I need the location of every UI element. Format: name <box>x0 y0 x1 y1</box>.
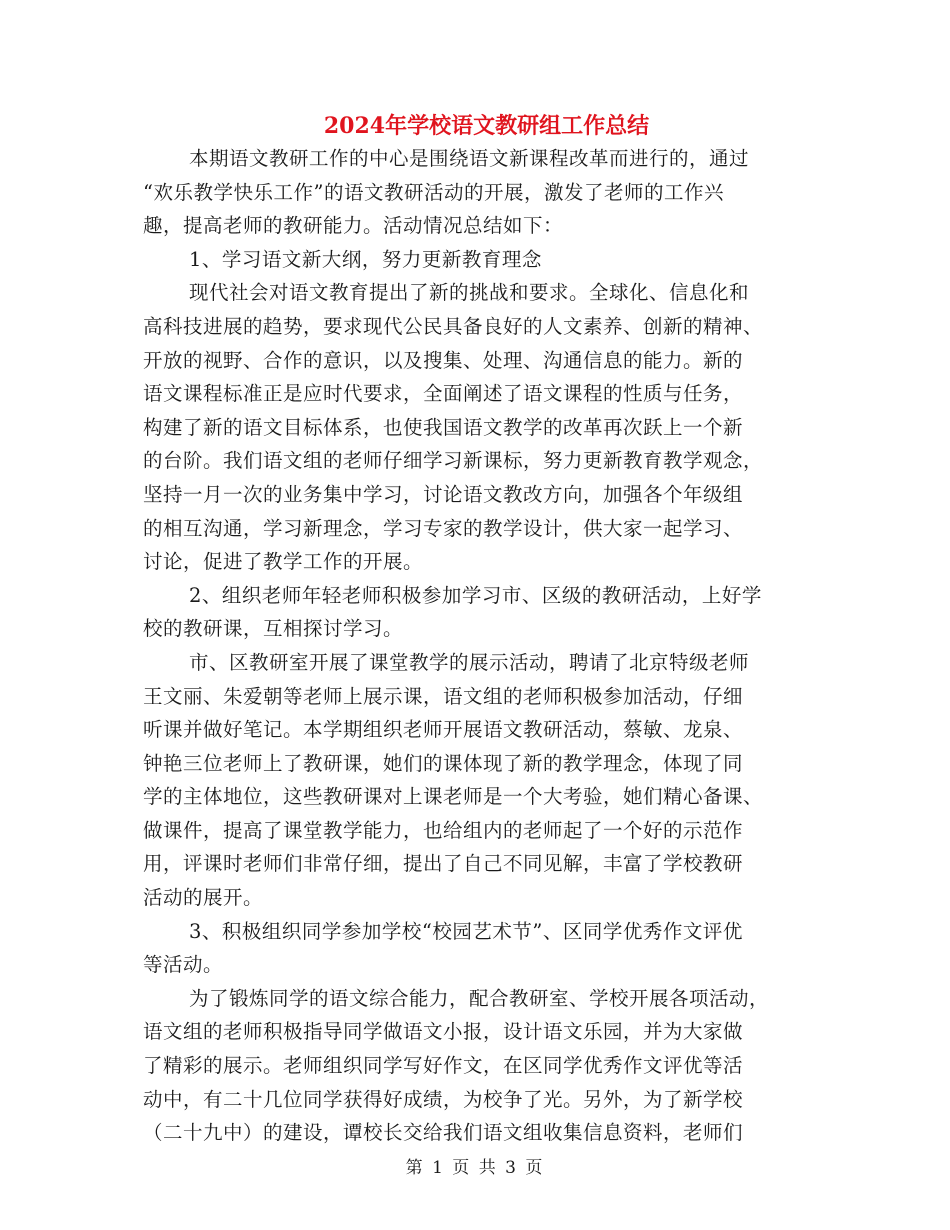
text-line: 王文丽、朱爱朝等老师上展示课，语文组的老师积极参加活动，仔细 <box>143 684 744 708</box>
text-line: 趣，提高老师的教研能力。活动情况总结如下： <box>143 214 564 238</box>
text-line: 市、区教研室开展了课堂教学的展示活动，聘请了北京特级老师 <box>189 650 750 674</box>
text-line: 学的主体地位，这些教研课对上课老师是一个大考验，她们精心备课、 <box>143 785 764 809</box>
text-line: 讨论，促进了教学工作的开展。 <box>143 550 424 574</box>
text-line: 钟艳三位老师上了教研课，她们的课体现了新的教学理念，体现了同 <box>143 751 744 775</box>
text-line: 高科技进展的趋势，要求现代公民具备良好的人文素养、创新的精神、 <box>143 314 764 338</box>
text-line: 的相互沟通，学习新理念，学习专家的教学设计，供大家一起学习、 <box>143 516 744 540</box>
text-line: （二十九中）的建设，谭校长交给我们语文组收集信息资料，老师们 <box>143 1121 744 1145</box>
document-body <box>143 142 810 1150</box>
text-line: 开放的视野、合作的意识，以及搜集、处理、沟通信息的能力。新的 <box>143 348 744 372</box>
text-line: 做课件，提高了课堂教学能力，也给组内的老师起了一个好的示范作 <box>143 818 744 842</box>
text-line: 现代社会对语文教育提出了新的挑战和要求。全球化、信息化和 <box>189 281 750 305</box>
text-line: 了精彩的展示。老师组织同学写好作文，在区同学优秀作文评优等活 <box>143 1054 744 1078</box>
text-line: 语文组的老师积极指导同学做语文小报，设计语文乐园，并为大家做 <box>143 1020 744 1044</box>
document-title: 2024年学校语文教研组工作总结 <box>323 113 650 139</box>
text-line: “欢乐教学快乐工作”的语文教研活动的开展，激发了老师的工作兴 <box>143 180 724 204</box>
text-line: 语文课程标准正是应时代要求，全面阐述了语文课程的性质与任务， <box>143 382 744 406</box>
section-heading-2: 2、组织老师年轻老师积极参加学习市、区级的教研活动，上好学 <box>189 583 762 607</box>
section-heading-3: 3、积极组织同学参加学校“校园艺术节”、区同学优秀作文评优 <box>189 919 743 943</box>
text-line: 等活动。 <box>143 953 224 977</box>
text-line: 动中，有二十几位同学获得好成绩，为校争了光。另外，为了新学校 <box>143 1087 744 1111</box>
text-line: 校的教研课，互相探讨学习。 <box>143 617 404 641</box>
text-line: 用，评课时老师们非常仔细，提出了自己不同见解，丰富了学校教研 <box>143 852 744 876</box>
document-page <box>143 110 810 1150</box>
text-line: 活动的展开。 <box>143 886 264 910</box>
page-number-footer: 第 1 页 共 3 页 <box>405 1158 545 1178</box>
text-line: 坚持一月一次的业务集中学习，讨论语文教改方向，加强各个年级组 <box>143 482 744 506</box>
section-heading-1: 1、学习语文新大纲，努力更新教育理念 <box>189 247 542 271</box>
text-line: 本期语文教研工作的中心是围绕语文新课程改革而进行的，通过 <box>189 147 750 170</box>
text-line: 构建了新的语文目标体系，也使我国语文教学的改革再次跃上一个新 <box>143 415 744 439</box>
text-line: 听课并做好笔记。本学期组织老师开展语文教研活动，蔡敏、龙泉、 <box>143 718 744 742</box>
text-line: 为了锻炼同学的语文综合能力，配合教研室、学校开展各项活动， <box>189 986 770 1010</box>
text-line: 的台阶。我们语文组的老师仔细学习新课标，努力更新教育教学观念， <box>143 449 764 473</box>
